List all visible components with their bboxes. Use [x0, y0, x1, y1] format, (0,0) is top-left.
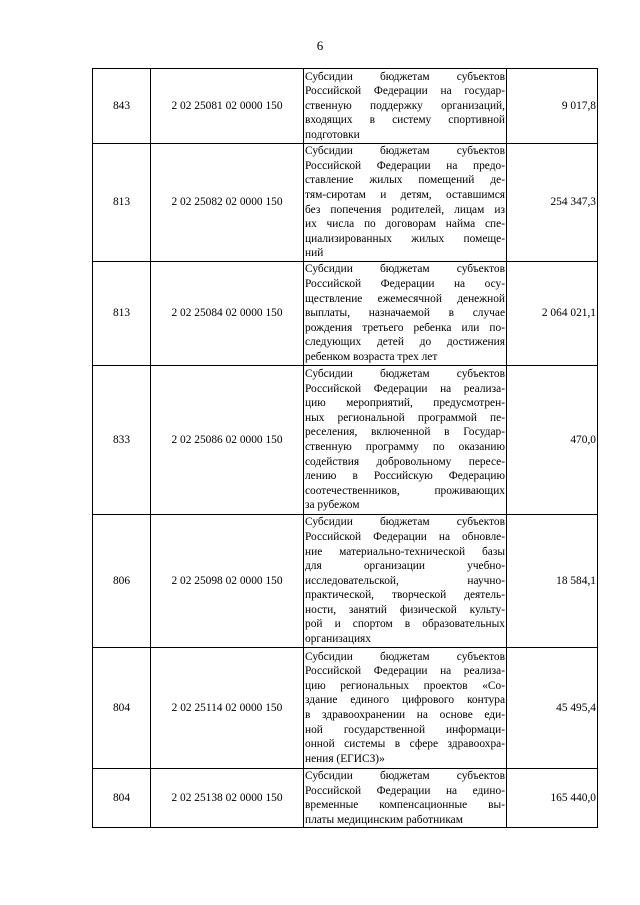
revenue-name-cell: [304, 144, 507, 262]
revenue-name-line: платы медицинским работникам: [305, 813, 463, 826]
table-body: [93, 69, 598, 828]
admin-code-cell: 804: [93, 769, 151, 828]
revenue-name-line: рой и спортом в образовательных: [305, 618, 505, 631]
budget-classification-code-cell: 2 02 25081 02 0000 150: [151, 69, 304, 144]
table-row: [93, 144, 598, 262]
revenue-name-line: исследовательской, научно-: [305, 574, 505, 587]
revenue-name-cell: [304, 769, 507, 828]
revenue-name-line: ственную программу по оказанию: [305, 441, 505, 453]
revenue-name-cell: [304, 515, 507, 648]
table-row: [93, 769, 598, 828]
budget-classification-code-cell: 2 02 25086 02 0000 150: [151, 366, 304, 515]
revenue-name-line: ществление ежемесячной денежной: [305, 292, 505, 305]
revenue-name-line: онной системы в сфере здравоохра-: [305, 738, 505, 751]
amount-cell: 2 064 021,1: [507, 262, 598, 366]
amount-cell: 45 495,4: [507, 648, 598, 769]
revenue-name-line: входящих в систему спортивной: [305, 114, 505, 127]
table-row: [93, 262, 598, 366]
revenue-name-line: Российской Федерации на государ-: [305, 85, 505, 98]
revenue-name-line: здание единого цифрового контура: [305, 694, 505, 707]
revenue-name-line: цию мероприятий, предусмотрен-: [305, 397, 505, 410]
page-number: 6: [316, 38, 324, 53]
revenue-name-cell: [304, 262, 507, 366]
revenue-name-line: содействия добровольному пересе-: [305, 455, 505, 468]
revenue-name-line: Российской Федерации на осу-: [305, 278, 505, 291]
revenue-name-line: Субсидии бюджетам субъектов: [305, 516, 505, 529]
revenue-name-line: подготовки: [305, 128, 360, 141]
revenue-name-line: соотечественников, проживающих: [305, 484, 505, 497]
revenue-name-line: нения (ЕГИСЗ)»: [305, 752, 385, 765]
admin-code-cell: 833: [93, 366, 151, 515]
revenue-name-line: тям-сиротам и детям, оставшимся: [305, 188, 505, 201]
revenue-name-line: следующих детей до достижения: [305, 336, 505, 349]
amount-cell: 254 347,3: [507, 144, 598, 262]
amount-cell: 165 440,0: [507, 769, 598, 828]
table-row: [93, 69, 598, 144]
revenue-name-line: их числа по договорам найма спе-: [305, 218, 505, 231]
revenue-name-line: Субсидии бюджетам субъектов: [305, 770, 505, 782]
revenue-name-line: ности, занятий физической культу-: [305, 603, 505, 616]
revenue-name-line: рождения третьего ребенка или по-: [305, 321, 505, 334]
table-row: [93, 648, 598, 769]
revenue-name-line: Российской Федерации на предо-: [305, 159, 505, 172]
revenue-name-line: временные компенсационные вы-: [305, 799, 505, 812]
admin-code-cell: 806: [93, 515, 151, 648]
revenue-name-line: Российской Федерации на реализа-: [305, 665, 505, 678]
revenue-name-line: Российской Федерации на обновле-: [305, 530, 505, 543]
budget-classification-code-cell: 2 02 25114 02 0000 150: [151, 648, 304, 769]
budget-classification-code-cell: 2 02 25138 02 0000 150: [151, 769, 304, 828]
revenue-name-line: циализированных жилых помеще-: [305, 232, 505, 245]
budget-classification-code-cell: 2 02 25098 02 0000 150: [151, 515, 304, 648]
revenue-name-line: Субсидии бюджетам субъектов: [305, 650, 505, 663]
revenue-name-line: ных региональной программой пе-: [305, 411, 505, 424]
amount-cell: 470,0: [507, 366, 598, 515]
revenue-name-line: ставление жилых помещений де-: [305, 174, 505, 187]
revenue-name-line: в здравоохранении на основе еди-: [305, 709, 505, 721]
revenue-name-line: лению в Российскую Федерацию: [305, 470, 505, 483]
revenue-name-line: ребенком возраста трех лет: [305, 350, 438, 363]
revenue-name-cell: [304, 648, 507, 769]
revenue-name-line: Российской Федерации на реализа-: [305, 382, 505, 395]
admin-code-cell: 813: [93, 262, 151, 366]
budget-table: [92, 68, 598, 828]
admin-code-cell: 804: [93, 648, 151, 769]
amount-cell: 18 584,1: [507, 515, 598, 648]
revenue-name-line: Субсидии бюджетам субъектов: [305, 70, 505, 83]
revenue-name-line: практической, творческой деятель-: [305, 589, 505, 602]
table-row: [93, 515, 598, 648]
revenue-name-line: Российской Федерации на едино-: [305, 784, 505, 797]
revenue-name-line: выплаты, назначаемой в случае: [305, 307, 505, 320]
revenue-name-line: Субсидии бюджетам субъектов: [305, 145, 505, 158]
revenue-name-cell: [304, 69, 507, 144]
revenue-name-line: Субсидии бюджетам субъектов: [305, 368, 505, 381]
revenue-name-line: реселения, включенной в Государ-: [305, 426, 505, 439]
revenue-name-line: для организации учебно-: [305, 560, 505, 573]
admin-code-cell: 843: [93, 69, 151, 144]
revenue-name-line: ственную поддержку организаций,: [305, 99, 505, 112]
revenue-name-line: ной государственной информаци-: [305, 723, 505, 736]
revenue-name-line: Субсидии бюджетам субъектов: [305, 263, 505, 276]
revenue-name-cell: [304, 366, 507, 515]
revenue-name-line: ние материально-технической базы: [305, 545, 505, 558]
revenue-name-line: ний: [305, 247, 324, 260]
revenue-name-line: без попечения родителей, лицам из: [305, 203, 505, 216]
revenue-name-line: организациях: [305, 633, 371, 646]
budget-classification-code-cell: 2 02 25084 02 0000 150: [151, 262, 304, 366]
amount-cell: 9 017,8: [507, 69, 598, 144]
table-row: [93, 366, 598, 515]
revenue-name-line: за рубежом: [305, 499, 360, 512]
budget-classification-code-cell: 2 02 25082 02 0000 150: [151, 144, 304, 262]
revenue-name-line: цию региональных проектов «Со-: [305, 679, 505, 692]
admin-code-cell: 813: [93, 144, 151, 262]
